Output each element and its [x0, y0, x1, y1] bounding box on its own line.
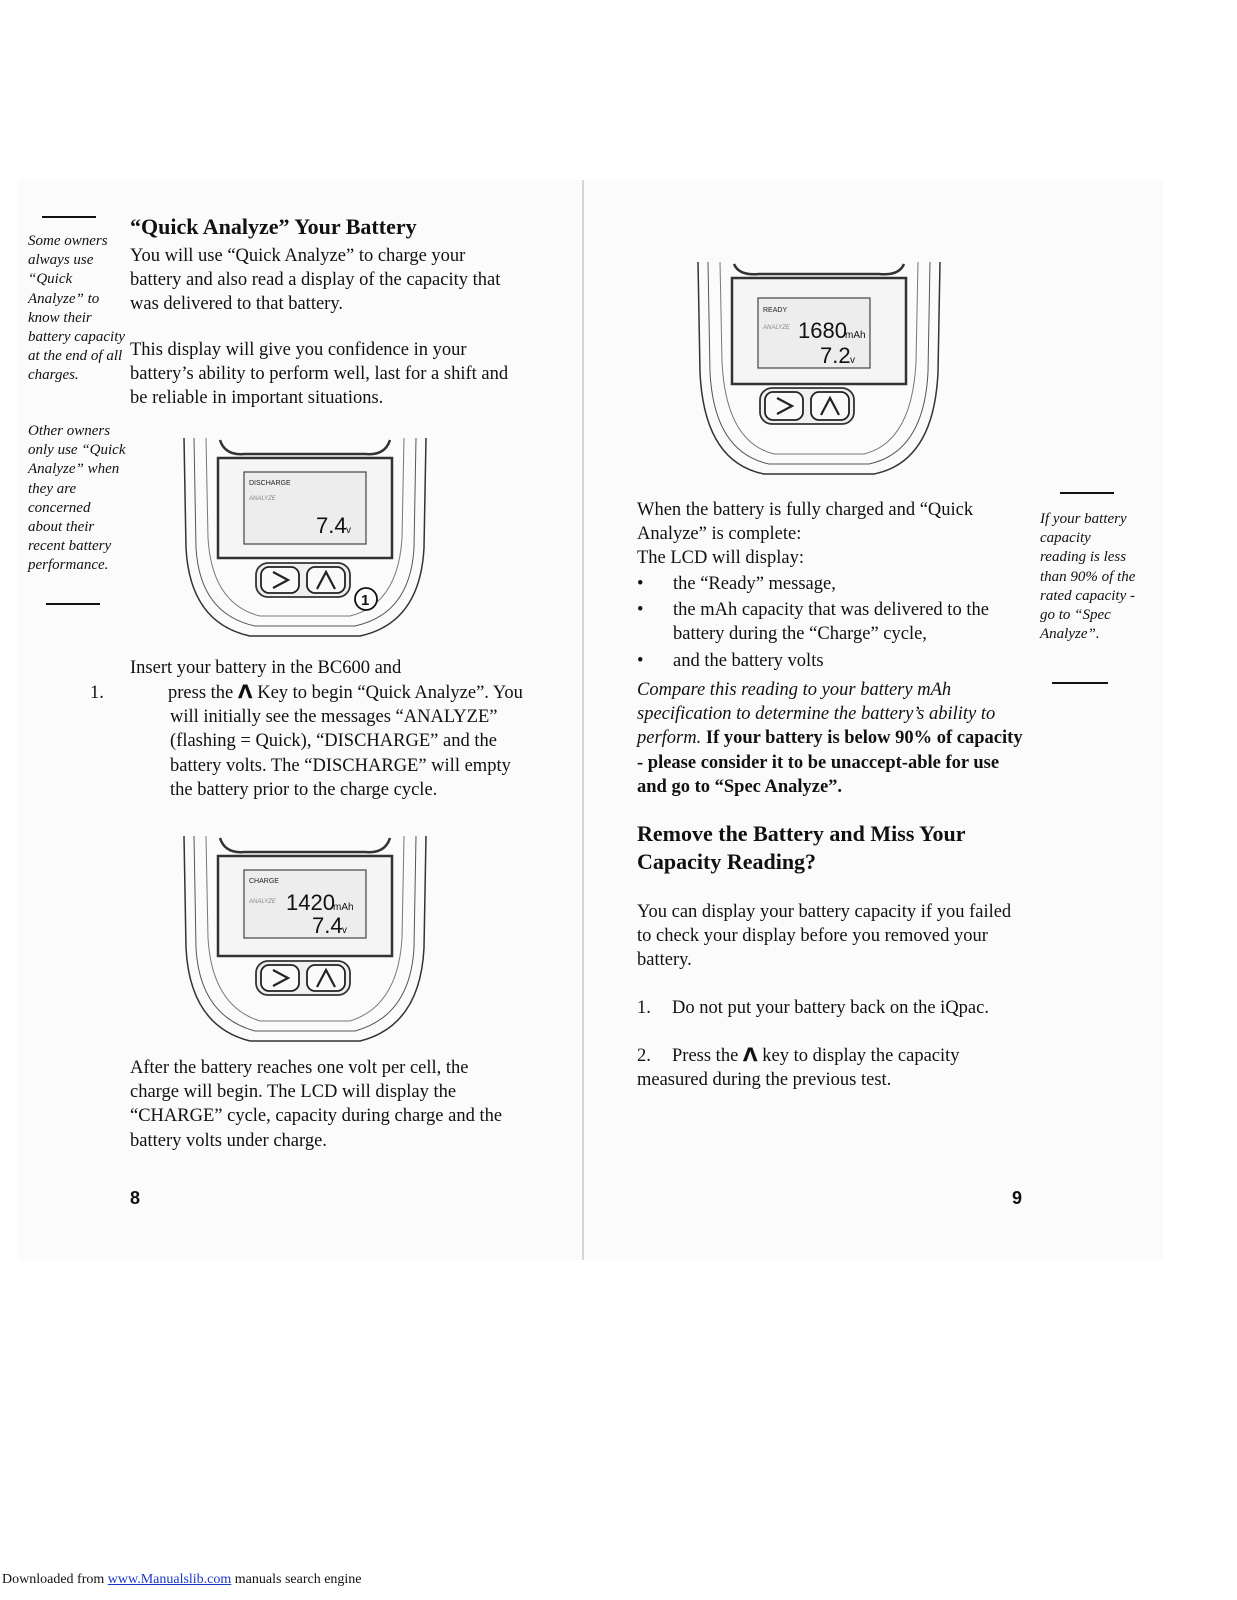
right-sidebar-rule-bottom [1052, 682, 1108, 684]
step-1-text: Key to begin “Quick Analyze”. You will initially see the messages “ANALYZE” (flashing = Quick), “DISCHARGE” and the battery volts. The “DISCHARGE” will empty the battery prior to the charge cycle. [170, 683, 523, 800]
sidebar-rule-bottom [46, 603, 100, 605]
step-r1-number: 1. [637, 998, 651, 1018]
download-footer [2, 1572, 362, 1588]
lcd-capacity-unit: mAh [845, 330, 866, 341]
lcd-will-display: The LCD will display: [637, 548, 804, 568]
step-r2 [637, 1043, 1017, 1092]
footer-suffix: manuals search engine [234, 1572, 362, 1587]
paragraph-confidence: This display will give you confidence in your battery’s ability to perform well, last for a shift and be reliable in important situations. [130, 340, 509, 409]
lcd-volt-unit: v [850, 355, 855, 366]
up-caret-key-icon [307, 567, 345, 593]
section-title-remove-battery: Remove the Battery and Miss Your Capacity Reading? [637, 821, 966, 874]
lcd-mode-label: READY [763, 307, 788, 314]
lcd-volt-unit: v [342, 925, 347, 936]
paragraph-fully-charged: When the battery is fully charged and “Quick Analyze” is complete: [637, 500, 974, 545]
section-title-quick-analyze: “Quick Analyze” Your Battery [130, 214, 417, 239]
step-1 [90, 680, 530, 802]
lcd-volts: 7.2 [820, 343, 851, 368]
sidebar-note-2: Other owners only use “Quick Analyze” when they are concerned about their recent battery performance. [28, 423, 126, 574]
bullet-item: the “Ready” message, [673, 574, 836, 594]
lcd-mode-label: DISCHARGE [249, 480, 291, 487]
sidebar-rule-top [42, 216, 96, 218]
insert-instruction: Insert your battery in the BC600 and [130, 658, 402, 678]
right-arrow-key-icon [261, 965, 299, 991]
step-r2-pre: Press the [672, 1046, 739, 1066]
step-r1 [637, 996, 1027, 1020]
page-number-right: 9 [1012, 1188, 1023, 1208]
lcd-sub-label: ANALYZE [249, 496, 276, 502]
callout-number: 1 [361, 592, 370, 609]
lcd-mode-label: CHARGE [249, 878, 279, 885]
device-figure-ready [694, 262, 944, 482]
lcd-volts: 7.4 [312, 913, 343, 938]
right-arrow-key-icon [261, 567, 299, 593]
compare-italic: Compare this reading to your battery mAh specification to determine the battery’s ability to perform. [637, 680, 996, 749]
lcd-volts: 7.4 [316, 513, 347, 538]
lcd-capacity: 1420 [286, 890, 335, 915]
up-key-glyph-icon: Λ [237, 681, 253, 703]
paragraph-charge-begins: After the battery reaches one volt per cell, the charge will begin. The LCD will display the “CHARGE” cycle, capacity during charge and the battery volts under charge. [130, 1058, 503, 1151]
bullet-icon: • [637, 574, 644, 594]
bullet-item: the mAh capacity that was delivered to the battery during the “Charge” cycle, [673, 600, 989, 645]
right-sidebar-rule-top [1060, 492, 1114, 494]
paragraph-intro: You will use “Quick Analyze” to charge your battery and also read a display of the capacity that was delivered to that battery. [130, 246, 501, 315]
device-figure-discharge [180, 438, 430, 640]
up-caret-key-icon [811, 392, 849, 420]
paragraph-display-capacity: You can display your battery capacity if you failed to check your display before you removed your battery. [637, 902, 1012, 971]
step-1-pre: press the [168, 683, 234, 703]
step-r2-number: 2. [637, 1046, 651, 1066]
display-bullet-list [637, 572, 1027, 673]
lcd-capacity-unit: mAh [333, 902, 354, 913]
right-arrow-key-icon [765, 392, 803, 420]
bullet-icon: • [637, 600, 644, 621]
lcd-capacity: 1680 [798, 318, 847, 343]
bullet-item: and the battery volts [673, 650, 824, 671]
lcd-sub-label: ANALYZE [249, 899, 276, 905]
manualslib-link[interactable]: www.Manualslib.com [107, 1572, 232, 1587]
paragraph-compare [637, 678, 1027, 799]
page-number-left: 8 [130, 1188, 141, 1208]
up-key-glyph-icon: Λ [742, 1044, 758, 1066]
compare-warning: If your battery is below 90% of capacity - please consider it to be unaccept-able for use and go to “Spec Analyze”. [637, 728, 1023, 797]
step-r2-text: key to display the capacity measured during the previous test. [637, 1046, 960, 1091]
step-r1-text: Do not put your battery back on the iQpac. [672, 998, 989, 1018]
right-sidebar-note: If your battery capacity reading is less than 90% of the rated capacity - go to “Spec Analyze”. [1040, 511, 1136, 643]
lcd-volt-unit: v [346, 525, 351, 536]
lcd-sub-label: ANALYZE [763, 325, 790, 331]
step-1-number: 1. [90, 683, 104, 703]
footer-prefix: Downloaded from [2, 1572, 105, 1587]
up-caret-key-icon [307, 965, 345, 991]
bullet-icon: • [637, 650, 644, 671]
sidebar-note-1: Some owners always use “Quick Analyze” to know their battery capacity at the end of all charges. [28, 233, 126, 384]
page-gutter [582, 180, 584, 1260]
device-figure-charge [180, 836, 430, 1046]
